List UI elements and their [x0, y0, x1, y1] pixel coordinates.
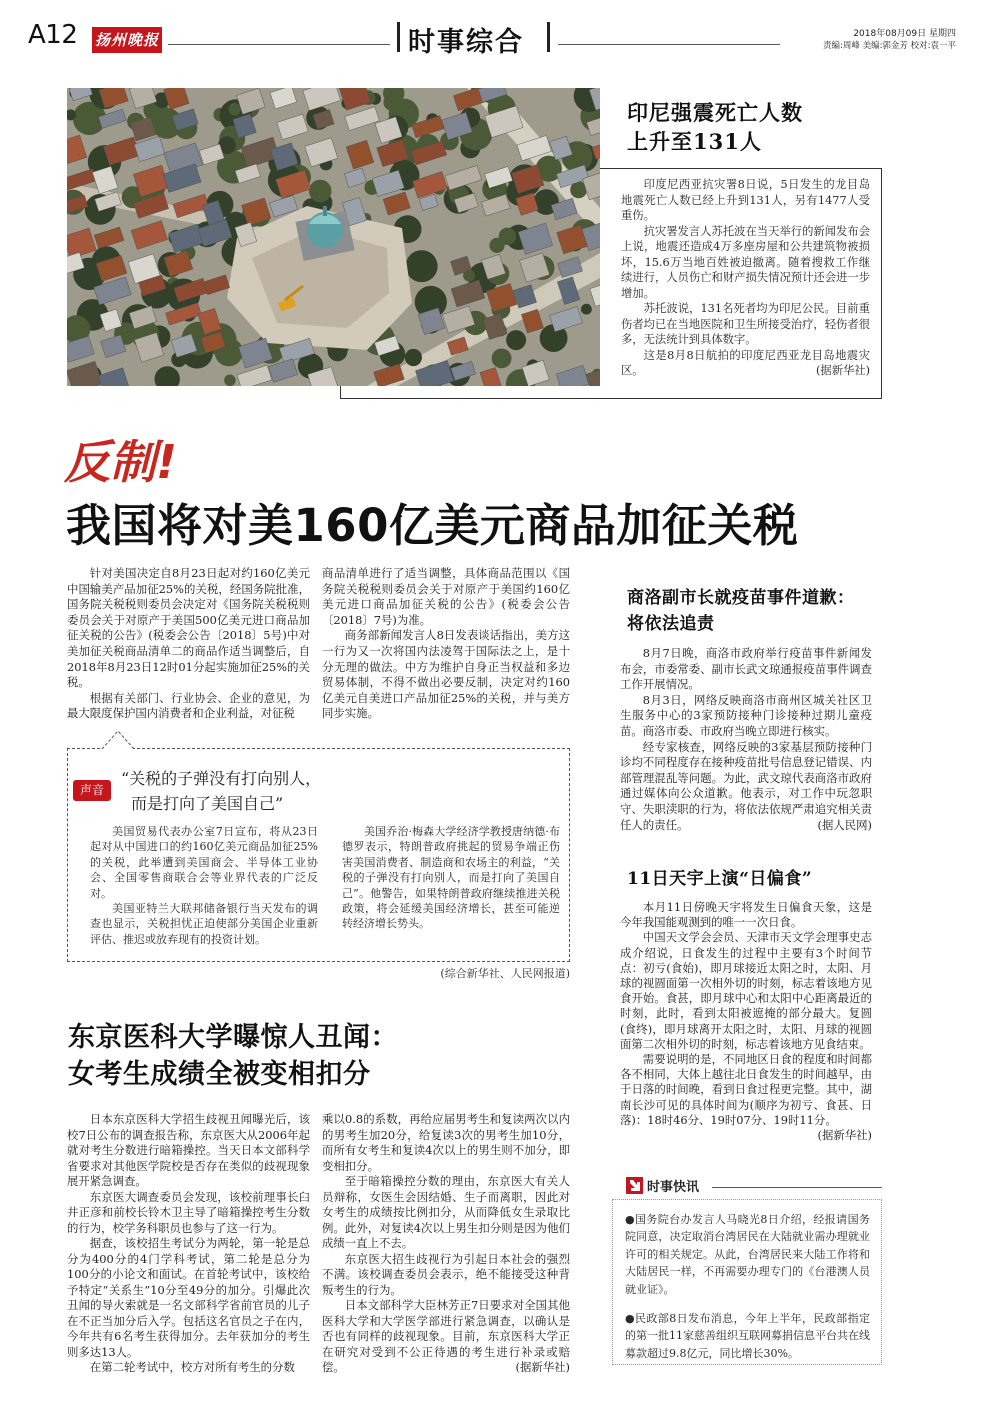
paragraph: 据查，该校招生考试分为两轮，第一轮是总分为400分的4门学科考试，第二轮是总分为100分的小论文和面试。在首轮考试中，该校给予特定“关系生”10分至49分的加分。引爆此次丑闻的导火索就是一名文部科学省前官员的儿子在不正当加分后入学。包括这名官员之子在内，今年共有6名考生获得加分。去年获加分的考生则多达13人。	[67, 1236, 310, 1359]
tree-canopy	[492, 349, 512, 369]
eclipse-title: 11日天宇上演“日偏食”	[627, 869, 813, 889]
paragraph: 8月7日晚，商洛市政府举行疫苗事件新闻发布会，市委常委、副市长武文琼通报疫苗事件调查工作开展情况。	[620, 646, 872, 692]
paragraph	[322, 1298, 570, 1376]
paragraph: 抗灾署发言人苏托波在当天举行的新闻发布会上说，地震还造成4万多座房屋和公共建筑物被损坏，15.6万当地百姓被迫撤离。随着搜救工作继续进行，人员伤亡和财产损失情况预计还会进一步增加。	[621, 224, 870, 300]
tree-canopy	[383, 94, 400, 111]
voices-label: 声音	[73, 780, 111, 801]
paragraph: 中国天文学会会员、天津市天文学会理事史志成介绍说，日食发生的过程中主要有3个时间节点：初亏(食始)，即月球接近太阳之时，太阳、月球的视圆面第一次相外切的时刻，标志着该地方见食开始。食甚，即月球中心和太阳中心距离最近的时刻，此时，看到太阳被遮掩的部分最大。复圆(食终)，即月球离开太阳之时，太阳、月球的视圆面第二次相外切的时刻，标志着该地方见食结束。	[620, 930, 872, 1051]
paragraph-text: 需要说明的是，不同地区日食的程度和时间都各不相同，大体上越往北日食发生的时间越早，由于日落的时间晚，看到日食过程更完整。其中，湖南长沙可见的具体时间为(顺序为初亏、食甚、日落)：18时46分、19时07分、19时11分。	[620, 1052, 872, 1127]
tokyo-title-line-2: 女考生成绩全被变相扣分	[68, 1059, 371, 1090]
header-rule-left	[168, 44, 390, 45]
voices-column-right	[342, 824, 560, 932]
tree-canopy	[581, 304, 592, 315]
paragraph	[620, 1052, 872, 1143]
shangluo-story-body	[620, 646, 872, 833]
newspaper-logo: 扬州晚报	[92, 27, 162, 53]
tree-canopy	[229, 103, 241, 115]
tree-canopy	[506, 330, 526, 350]
briefs-heading: 时事快讯	[647, 1180, 700, 1195]
editor-credits: 责编:周峰 美编:郭金芳 校对:袁一平	[823, 41, 956, 51]
paragraph: 东京医大调查委员会发现，该校前理事长臼井正彦和前校长铃木卫主导了暗箱操控考生分数的行为，校学务科职员也参与了这一行为。	[67, 1189, 310, 1235]
list-item: ●国务院台办发言人马晓光8日介绍，经报请国务院同意，决定取消台湾居民在大陆就业需办理就业许可的相关规定。从此，台湾居民来大陆工作将和大陆居民一样，不再需要办理专门的《台港澳人员就业证》。	[625, 1213, 870, 1296]
paragraph: 商务部新闻发言人8日发表谈话指出，美方这一行为又一次将国内法凌驾于国际法之上，是十分无理的做法。中方为维护自身正当权益和多边贸易体制，不得不做出必要反制，决定对约160亿美元自美进口产品加征25%的关税，并与美方同步实施。	[322, 628, 570, 721]
tokyo-column-2	[322, 1112, 570, 1376]
paragraph: 美国贸易代表办公室7日宣布，将从23日起对从中国进口的约160亿美元商品加征25%的关税，此举遭到美国商会、半导体工业协会、全国零售商联合会等业界代表的广泛反对。	[90, 825, 318, 900]
main-headline: 我国将对美160亿美元商品加征关税	[66, 499, 799, 552]
speech-pointer-icon	[98, 730, 138, 750]
headline-kicker: 反制!	[64, 435, 177, 489]
paragraph-text: 经专家核查，网络反映的3家基层预防接种门诊均不同程度存在接种疫苗批号信息登记错误、内部管理混乱等问题。为此，武文琼代表商洛市政府通过媒体向公众道歉。他表示，对工作中玩忽职守、失职渎职的行为，将依法依规严肃追究相关责任人的责任。	[620, 739, 872, 832]
paragraph-text: 日本文部科学大臣林芳正7日要求对全国其他医科大学和大学医学部进行紧急调查，以确认是否也有同样的歧视现象。目前，东京医科大学正在研究对受到不公正待遇的考生进行补录或赔偿。	[322, 1298, 570, 1374]
tokyo-title-line-1: 东京医科大学曝惊人丑闻：	[68, 1022, 398, 1053]
tree-canopy	[309, 180, 332, 203]
story-source: (据新华社)	[817, 1128, 872, 1143]
tree-canopy	[499, 228, 516, 245]
paragraph	[621, 348, 870, 379]
tokyo-column-1	[67, 1112, 310, 1376]
paragraph: 美国亚特兰大联邦储备银行当天发布的调查也显示，关税担忧正迫使部分美国企业重新评估、推迟或放弃现有的投资计划。	[90, 902, 318, 946]
paragraph	[620, 740, 872, 834]
briefs-list	[625, 1211, 870, 1374]
paragraph: 印度尼西亚抗灾署8日说，5日发生的龙目岛地震死亡人数已经上升到131人，另有1477人受重伤。	[621, 178, 870, 222]
paragraph: 日本东京医科大学招生歧视丑闻曝光后，该校7日公布的调查报告称，东京医大从2006年起就对考生分数进行暗箱操控。当天日本文部科学省要求对其他医学院校是否存在类似的歧视现象展开紧急调查。	[67, 1112, 310, 1188]
paragraph: 美国乔治·梅森大学经济学教授唐纳德·布德罗表示，特朗普政府挑起的贸易争端正伤害美国消费者、制造商和农场主的利益，“关税的子弹没有打向别人，而是打向了美国自己”。他警告，如果特朗普政府继续推进关税政策，将会延缓美国经济增长，甚至可能逆转经济增长势头。	[342, 825, 560, 931]
list-item: ●民政部8日发布消息，今年上半年，民政部指定的第一批11家慈善组织互联网募捐信息平台共在线募款超过9.8亿元，同比增长30%。	[625, 1312, 870, 1360]
quake-story-body	[621, 177, 870, 379]
voices-quote-line-2: 而是打向了美国自己”	[131, 794, 284, 813]
section-bar-left	[397, 22, 400, 52]
story-source: (据新华社)	[815, 364, 870, 377]
paragraph: 在第二轮考试中，校方对所有考生的分数	[89, 1360, 295, 1374]
briefs-rule	[712, 1187, 882, 1188]
voices-column-left	[90, 824, 318, 947]
paragraph: 乘以0.8的系数，再给应届男考生和复读两次以内的男考生加20分，给复读3次的男考生加10分，而所有女考生和复读4次以上的男生则不加分，即变相扣分。	[322, 1112, 570, 1173]
quake-title-line-2: 上升至131人	[627, 129, 762, 154]
voices-quote-line-1: “关税的子弹没有打向别人，	[121, 769, 322, 788]
paragraph: 针对美国决定自8月23日起对约160亿美元中国输美产品加征25%的关税，经国务院批准，国务院关税税则委员会决定对《国务院关税税则委员会关于对原产于美国500亿美元进口商品加征关税的公告》(税委会公告〔2018〕5号)中对美加征关税商品清单二的商品作适当调整后，自2018年8月23日12时01分起实施加征25%的关税。	[67, 566, 310, 690]
paragraph: 根据有关部门、行业协会、企业的意见，为最大限度保护国内消费者和企业利益，对征税	[67, 690, 310, 721]
tree-canopy	[224, 375, 236, 387]
tariff-column-2	[322, 566, 570, 722]
eclipse-story-body	[620, 900, 872, 1143]
issue-date: 2018年08月09日 星期四	[853, 29, 956, 39]
section-title: 时事综合	[408, 27, 524, 58]
paragraph: 苏托波说，131名死者均为印尼公民。目前重伤者均已在当地医院和卫生所接受治疗，轻伤者很多，无法统计到具体数字。	[621, 302, 870, 346]
paragraph-text: 这是8月8日航拍的印度尼西亚龙目岛地震灾区。	[621, 348, 870, 377]
arrow-icon	[626, 1177, 643, 1194]
tariff-column-1	[67, 566, 310, 722]
header-rule-right	[558, 44, 780, 45]
paragraph: 商品清单进行了适当调整，具体商品范围以《国务院关税税则委员会关于对原产于美国约160亿美元进口商品加征关税的公告》(税委会公告〔2018〕7号)为准。	[322, 566, 570, 627]
page-number: A12	[28, 20, 78, 50]
paragraph: 东京医大招生歧视行为引起日本社会的强烈不满。该校调查委员会表示，绝不能接受这种背叛考生的行为。	[322, 1251, 570, 1297]
story-source: (综合新华社、人民网报道)	[440, 967, 570, 980]
story-source: (据人民网)	[817, 817, 872, 832]
tree-canopy	[405, 349, 422, 366]
quake-title-line-1: 印尼强震死亡人数	[627, 100, 803, 125]
shangluo-title-line-1: 商洛副市长就疫苗事件道歉：	[627, 588, 855, 608]
story-source: (据新华社)	[515, 1360, 570, 1374]
tree-canopy	[406, 250, 438, 282]
shangluo-title-line-2: 将依法追责	[627, 614, 715, 634]
paragraph: 至于暗箱操控分数的理由，东京医大有关人员辩称，女医生会因结婚、生子而离职，因此对女考生的成绩按比例扣分，从而降低女生录取比例。此外，对复读4次以上男生扣分则是因为他们成绩一直上不去。	[322, 1174, 570, 1250]
paragraph: 本月11日傍晚天宇将发生日偏食天象，这是今年我国能观测到的唯一一次日食。	[620, 900, 872, 930]
section-bar-right	[547, 22, 550, 52]
earthquake-aerial-photo	[67, 88, 600, 386]
paragraph: 8月3日，网络反映商洛市商州区城关社区卫生服务中心的3家预防接种门诊接种过期儿童疫苗。商洛市委、市政府当晚立即进行核实。	[620, 692, 872, 738]
